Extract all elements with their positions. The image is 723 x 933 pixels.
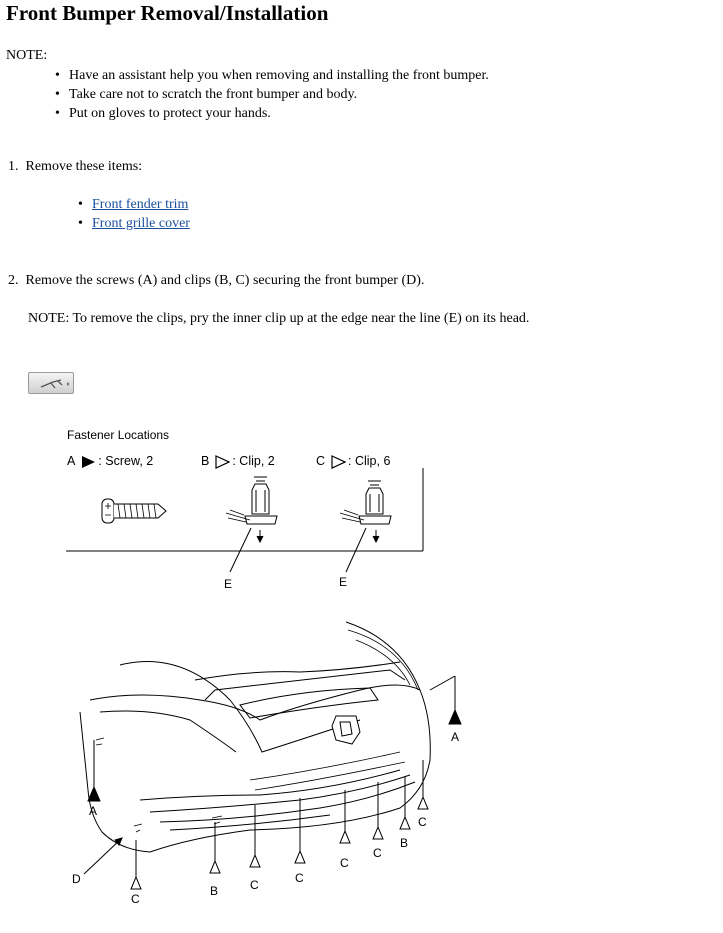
label-e-b: E — [224, 577, 233, 591]
note-label: NOTE: — [6, 48, 48, 63]
list-item: • Take care not to scratch the front bumper and body. — [55, 85, 489, 104]
legend-text: : Screw, 2 — [98, 454, 154, 468]
fastener-locations-heading: Fastener Locations — [67, 428, 170, 442]
callout-b1: B — [210, 884, 219, 898]
legend-letter: C — [316, 454, 326, 468]
label-e-c: E — [339, 575, 348, 589]
callout-c6: C — [418, 815, 427, 829]
screw-icon — [102, 499, 166, 523]
callout-c3: C — [295, 871, 304, 885]
leader-line — [346, 528, 366, 572]
callout-a-left: A — [89, 804, 98, 818]
screw-marker-icon — [449, 710, 461, 724]
callout-c1: C — [131, 892, 140, 906]
step-1-text: 1. Remove these items: — [8, 159, 143, 174]
callout-b2: B — [400, 836, 409, 850]
leader-line — [84, 838, 122, 874]
callout-c4: C — [340, 856, 349, 870]
callout-a-right: A — [451, 730, 460, 744]
legend-text: : Clip, 2 — [232, 454, 275, 468]
step-2-note: NOTE: To remove the clips, pry the inner clip up at the edge near the line (E) on its head. — [28, 311, 530, 326]
callout-c2: C — [250, 878, 259, 892]
legend-text: : Clip, 6 — [348, 454, 391, 468]
list-item: • Have an assistant help you when removing and installing the front bumper. — [55, 66, 489, 85]
list-item: • Put on gloves to protect your hands. — [55, 104, 489, 123]
page-title: Front Bumper Removal/Installation — [6, 1, 329, 25]
legend-letter: B — [201, 454, 210, 468]
screw-marker-icon — [88, 787, 100, 801]
front-grille-cover-link[interactable]: Front grille cover — [92, 216, 190, 231]
clip-b-icon — [226, 477, 277, 572]
clip-callouts — [131, 760, 428, 889]
front-fender-trim-link[interactable]: Front fender trim — [92, 197, 189, 212]
leader-line — [430, 676, 455, 690]
leader-line — [230, 528, 251, 572]
callout-d: D — [72, 872, 81, 886]
step-2-text: 2. Remove the screws (A) and clips (B, C) securing the front bumper (D). — [8, 273, 425, 288]
callout-c5: C — [373, 846, 382, 860]
legend-letter: A — [67, 454, 76, 468]
clip-c-icon — [340, 481, 391, 572]
